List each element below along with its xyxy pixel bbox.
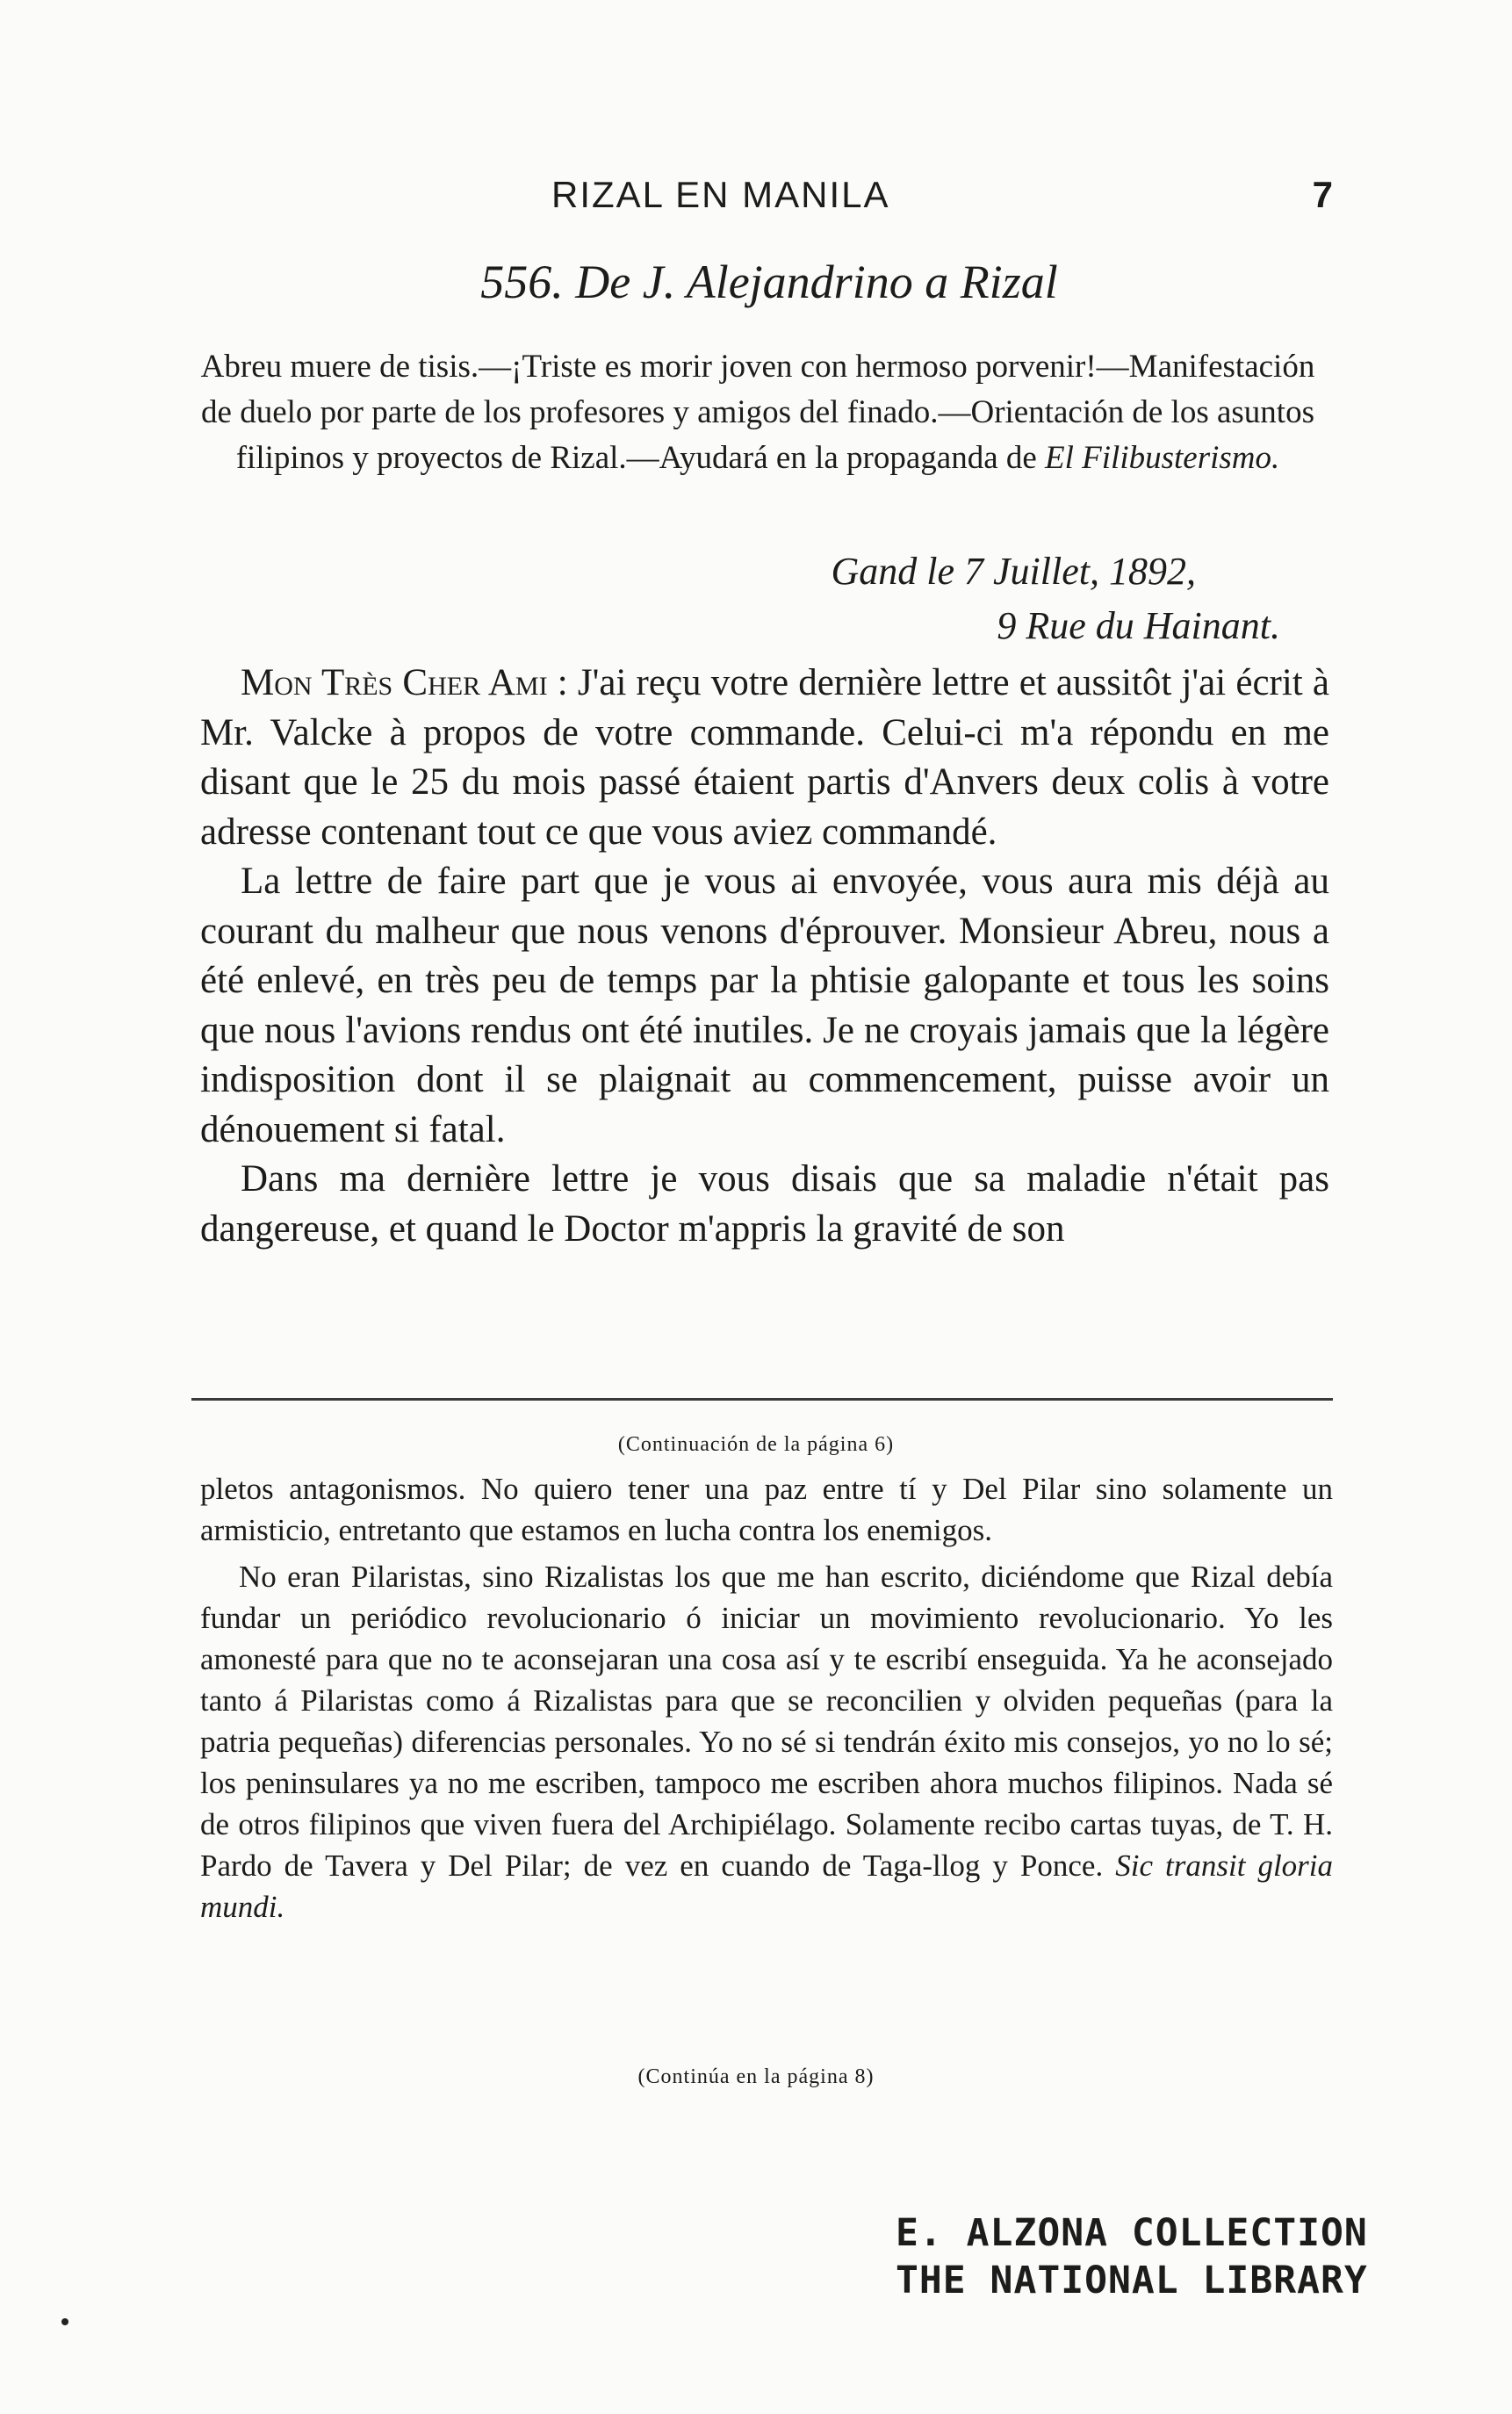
footnote-paragraph: pletos antagonismos. No quiero tener una paz entre tí y Del Pilar sino solamente un armisticio, entretanto que estamos en lucha contra los enemigos. (200, 1472, 1333, 1547)
summary-book-title: El Filibusterismo. (1045, 440, 1280, 476)
footnote (200, 1468, 1333, 1928)
running-title: RIZAL EN MANILA (551, 174, 890, 215)
page-header (200, 174, 1333, 227)
letter-body (200, 659, 1329, 1254)
stamp-line-library: THE NATIONAL LIBRARY (896, 2259, 1368, 2302)
stamp-line-collection: E. ALZONA COLLECTION (896, 2211, 1368, 2255)
page-number: 7 (1312, 174, 1333, 215)
continued-from-note: (Continuación de la página 6) (617, 1433, 895, 1456)
letter-title: 556. De J. Alejandrino a Rizal (480, 256, 1058, 308)
latin-phrase: Sic transit gloria mundi. (200, 1848, 1334, 1924)
paragraph-text: J'ai reçu votre dernière lettre et aussitôt j'ai écrit à Mr. Valcke à propos de votre commande. Celui-ci m'a répondu en me disant que le 25 du mois passé étaient partis d'Anvers deux colis à votre adresse contenant tout ce que vous aviez commandé. (200, 662, 1330, 853)
dateline-place-date: Gand le 7 Juillet, 1892, (831, 550, 1196, 593)
dateline-address: 9 Rue du Hainant. (997, 604, 1280, 647)
letter-summary (191, 344, 1324, 481)
footnote-text: No eran Pilaristas, sino Rizalistas los que me han escrito, diciéndome que Rizal debía fundar un periódico revolucionario ó iniciar un movimiento revolucionario. Yo les amonesté para que no te aconsejaran una cosa así y te escribí enseguida. Ya he aconsejado tanto á Pilaristas como á Rizalistas para que se reconcilien y olviden pequeñas (para la patria pequeñas) diferencias personales. Yo no sé si tendrán éxito mis consejos, yo no lo sé; los peninsulares ya no me escriben, tampoco me escriben ahora muchos filipinos. Nada sé de otros filipinos que viven fuera del Archipiélago. Solamente recibo cartas tuyas, de T. H. Pardo de Tavera y Del Pilar; de vez en cuando de Taga-llog y Ponce. (200, 1560, 1333, 1883)
salutation: Mon Très Cher Ami : (241, 662, 568, 703)
body-paragraph: La lettre de faire part que je vous ai envoyée, vous aura mis déjà au courant du malheur que nous venons d'éprouver. Monsieur Abreu, nous a été enlevé, en très peu de temps par la phtisie galopante et tous les soins que nous l'avions rendus ont été inutiles. Je ne croyais jamais que la légère indisposition dont il se plaignait au commencement, puisse avoir un dénouement si fatal. (200, 861, 1329, 1150)
footnote-paragraph (200, 1556, 1333, 1928)
scan-speck (61, 2318, 68, 2325)
body-paragraph: Dans ma dernière lettre je vous disais que sa maladie n'était pas dangereuse, et quand le Doctor m'appris la gravité de son (200, 1158, 1329, 1250)
body-paragraph (200, 659, 1329, 857)
footnote-divider (191, 1398, 1333, 1401)
dateline (200, 544, 1280, 653)
continues-on-note: (Continúa en la página 8) (637, 2065, 875, 2088)
collection-stamp (896, 2209, 1368, 2304)
summary-text: Abreu muere de tisis.—¡Triste es morir joven con hermoso porvenir!—Manifestación de duelo por parte de los profesores y amigos del finado.—Orientación de los asuntos filipinos y proyectos de Rizal.—Ayudará en la propaganda de (200, 349, 1315, 476)
